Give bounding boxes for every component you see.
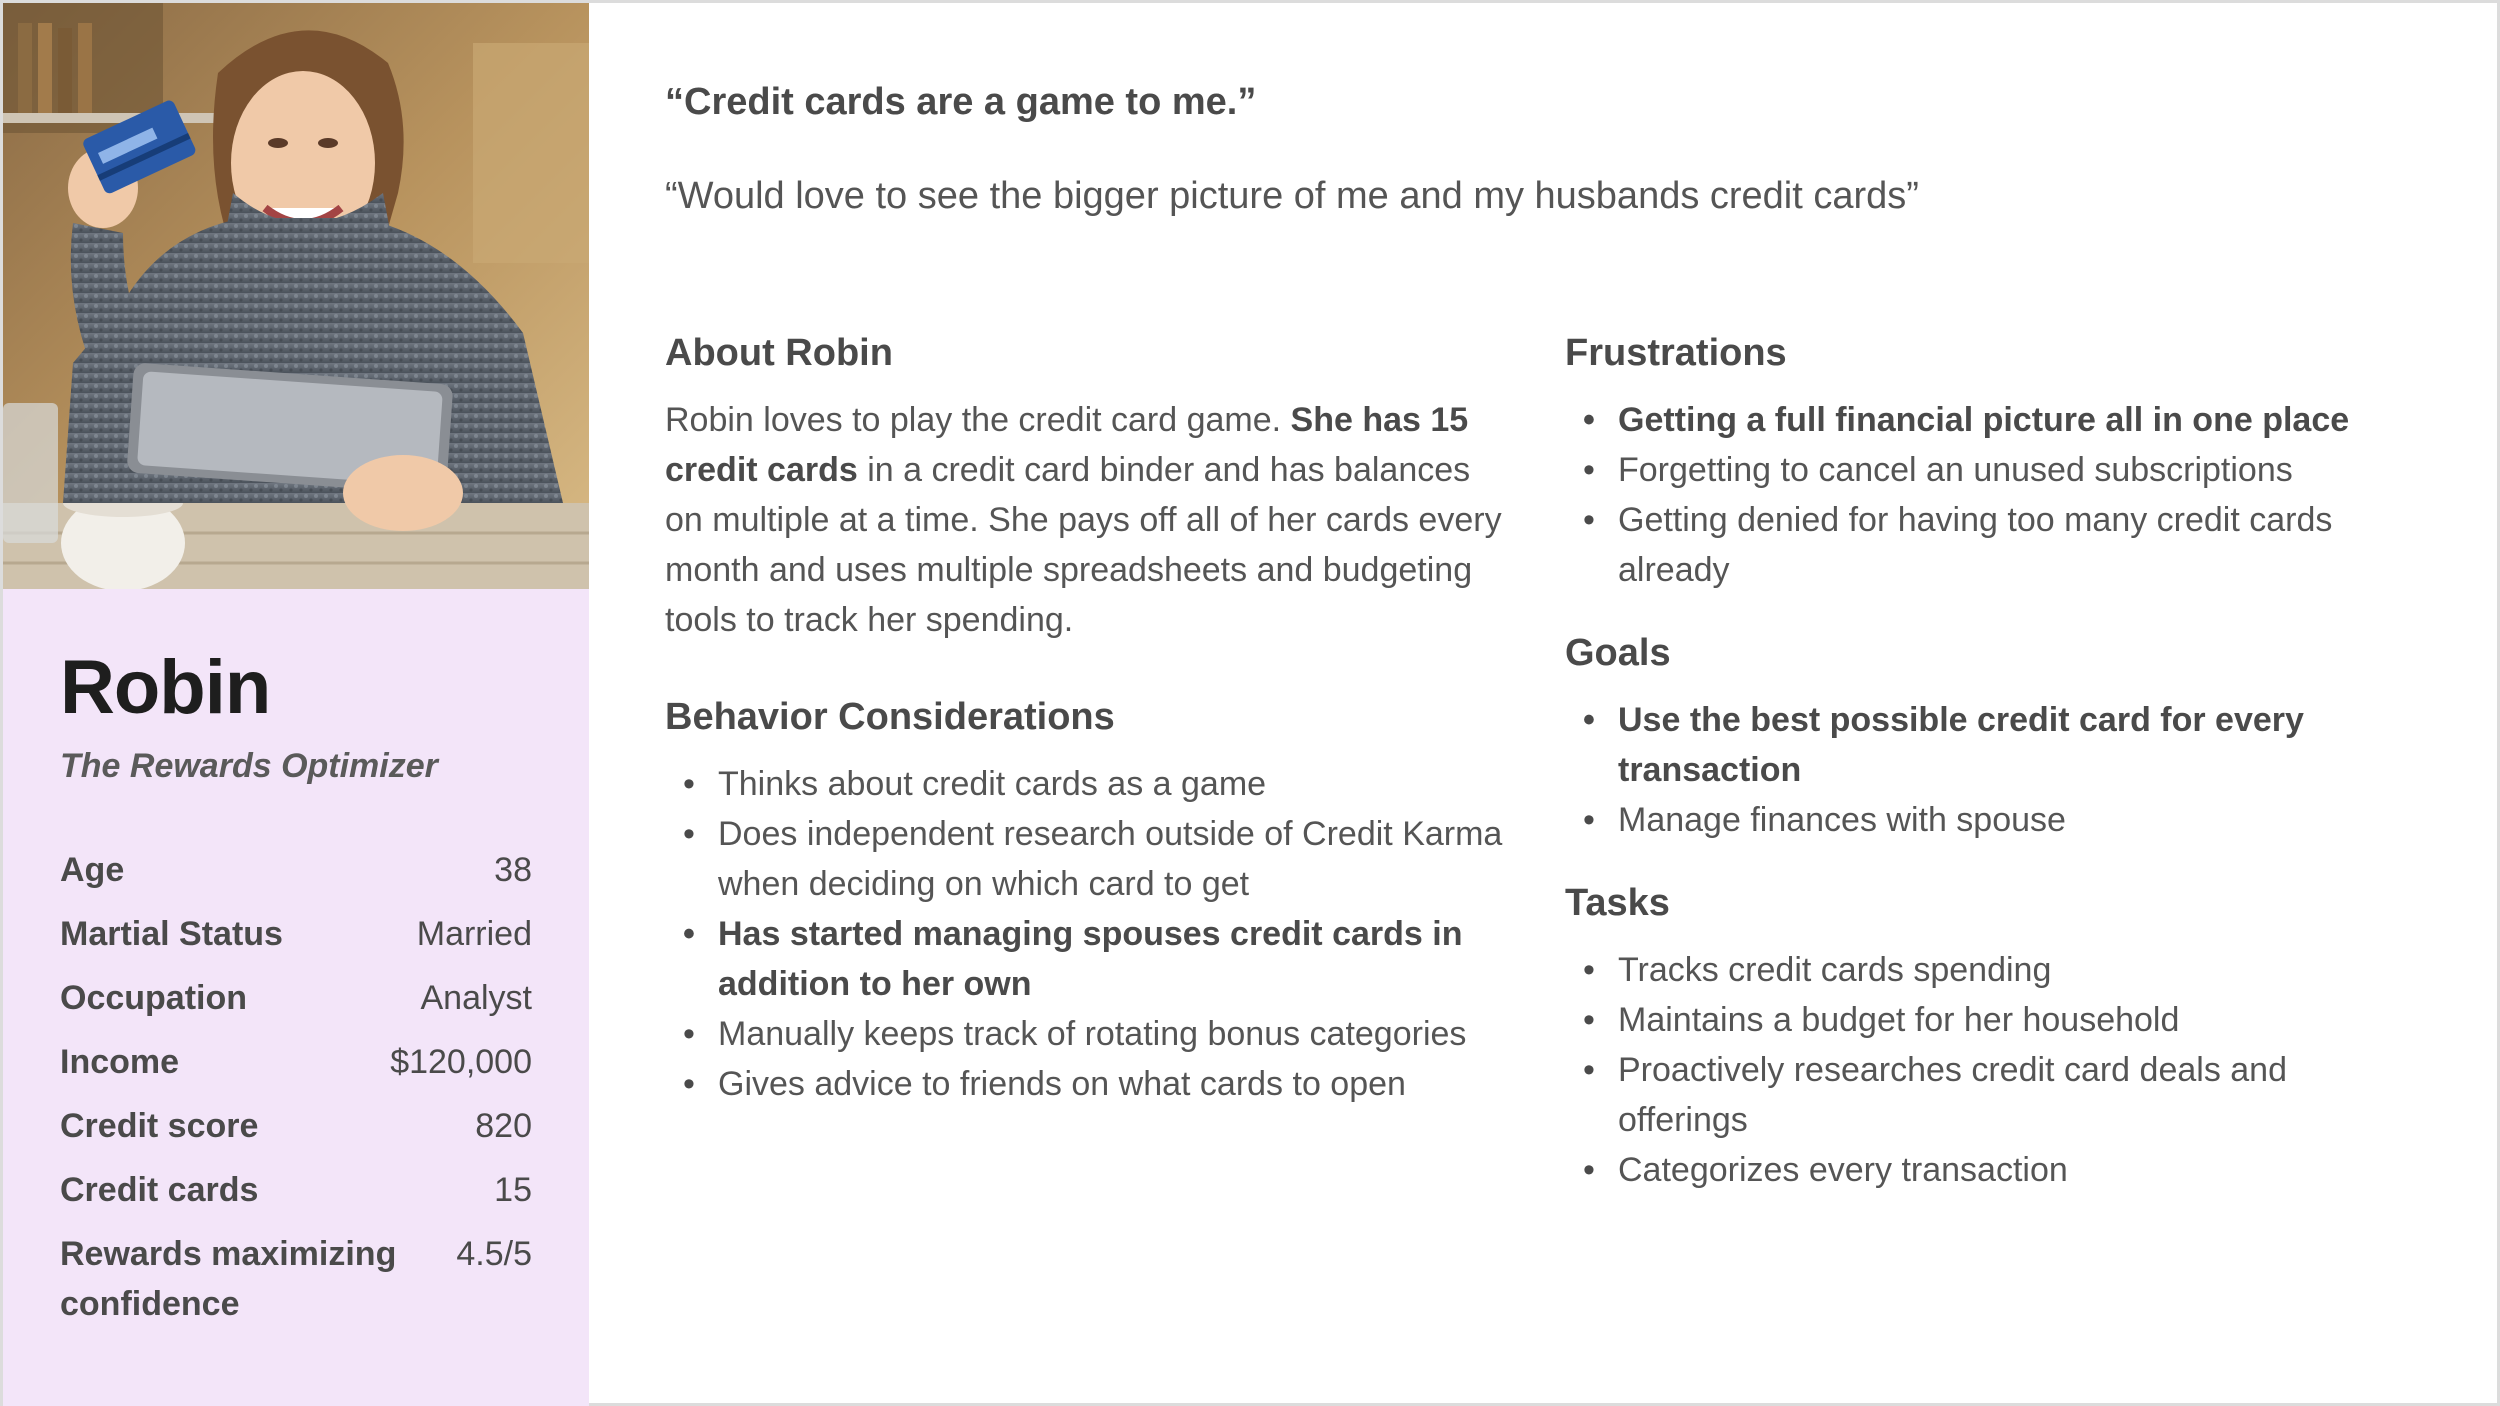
stat-value: Married: [416, 915, 532, 953]
profile-column: [3, 3, 589, 1406]
goals-list: [1565, 695, 2415, 845]
stat-value: 15: [494, 1171, 532, 1209]
list-item: • Has started managing spouses credit cards in addition to her own: [665, 909, 1525, 1009]
stat-row-credit-cards: [60, 1165, 532, 1215]
about-heading: About Robin: [665, 332, 893, 374]
stat-label: Credit score: [60, 1107, 259, 1145]
about-text-part: in a credit card binder and has balances on multiple at a time. She pays off all of her cards every month and uses multiple spreadsheets and budgeting tools to track her spending.: [665, 451, 1502, 639]
list-item: • Forgetting to cancel an unused subscriptions: [1565, 445, 2425, 495]
frustrations-list: [1565, 395, 2415, 595]
stat-row-income: [60, 1037, 532, 1087]
goals-heading: Goals: [1565, 632, 1671, 674]
list-item: • Manually keeps track of rotating bonus categories: [665, 1009, 1525, 1059]
secondary-quote: “Would love to see the bigger picture of me and my husbands credit cards”: [665, 175, 1919, 217]
frustrations-section: [1565, 325, 2415, 595]
stat-row-credit-score: [60, 1101, 532, 1151]
list-item: • Gives advice to friends on what cards to open: [665, 1059, 1525, 1109]
persona-archetype: The Rewards Optimizer: [60, 747, 438, 785]
list-item: • Getting a full financial picture all in one place: [1565, 395, 2425, 445]
about-text-part: Robin loves to play the credit card game.: [665, 401, 1291, 439]
behavior-section: [665, 689, 1515, 1109]
about-paragraph: [665, 395, 1505, 645]
list-item: • Tracks credit cards spending: [1565, 945, 2425, 995]
stat-label: Income: [60, 1043, 180, 1081]
stat-value: 4.5/5: [456, 1235, 532, 1273]
primary-quote: “Credit cards are a game to me.”: [665, 81, 1257, 123]
persona-photo: [3, 3, 589, 589]
stat-row-occupation: [60, 973, 532, 1023]
about-section: [665, 325, 1515, 645]
stat-value: $120,000: [390, 1043, 532, 1081]
frustrations-heading: Frustrations: [1565, 332, 1787, 374]
list-item: • Getting denied for having too many credit cards already: [1565, 495, 2365, 595]
list-item: • Maintains a budget for her household: [1565, 995, 2425, 1045]
stat-value: Analyst: [420, 979, 532, 1017]
tasks-list: [1565, 945, 2415, 1195]
about-text-highlight: She has 15 credit cards: [665, 401, 1469, 489]
stat-row-age: [60, 845, 532, 895]
list-item: • Proactively researches credit card deals and offerings: [1565, 1045, 2345, 1145]
list-item: • Categorizes every transaction: [1565, 1145, 2425, 1195]
list-item: • Thinks about credit cards as a game: [665, 759, 1525, 809]
profile-panel: [3, 589, 589, 1406]
tasks-heading: Tasks: [1565, 882, 1670, 924]
stat-row-marital-status: [60, 909, 532, 959]
goals-section: [1565, 625, 2415, 845]
behavior-heading: Behavior Considerations: [665, 696, 1115, 738]
stat-label: Age: [60, 851, 125, 889]
left-content-column: [665, 325, 1515, 1153]
list-item: • Does independent research outside of Credit Karma when deciding on which card to get: [665, 809, 1525, 909]
stat-label: Credit cards: [60, 1171, 259, 1209]
stat-label: Rewards maximizing confidence: [60, 1235, 397, 1323]
behavior-list: [665, 759, 1515, 1109]
persona-stats: [60, 845, 532, 1343]
stat-label: Martial Status: [60, 915, 283, 953]
persona-name: Robin: [60, 645, 271, 730]
stat-value: 38: [494, 851, 532, 889]
stat-label: Occupation: [60, 979, 248, 1017]
stat-value: 820: [475, 1107, 532, 1145]
stat-row-rewards-confidence: [60, 1229, 532, 1329]
right-content-column: [1565, 325, 2415, 1239]
tasks-section: [1565, 875, 2415, 1195]
list-item: • Manage finances with spouse: [1565, 795, 2425, 845]
list-item: • Use the best possible credit card for every transaction: [1565, 695, 2325, 795]
